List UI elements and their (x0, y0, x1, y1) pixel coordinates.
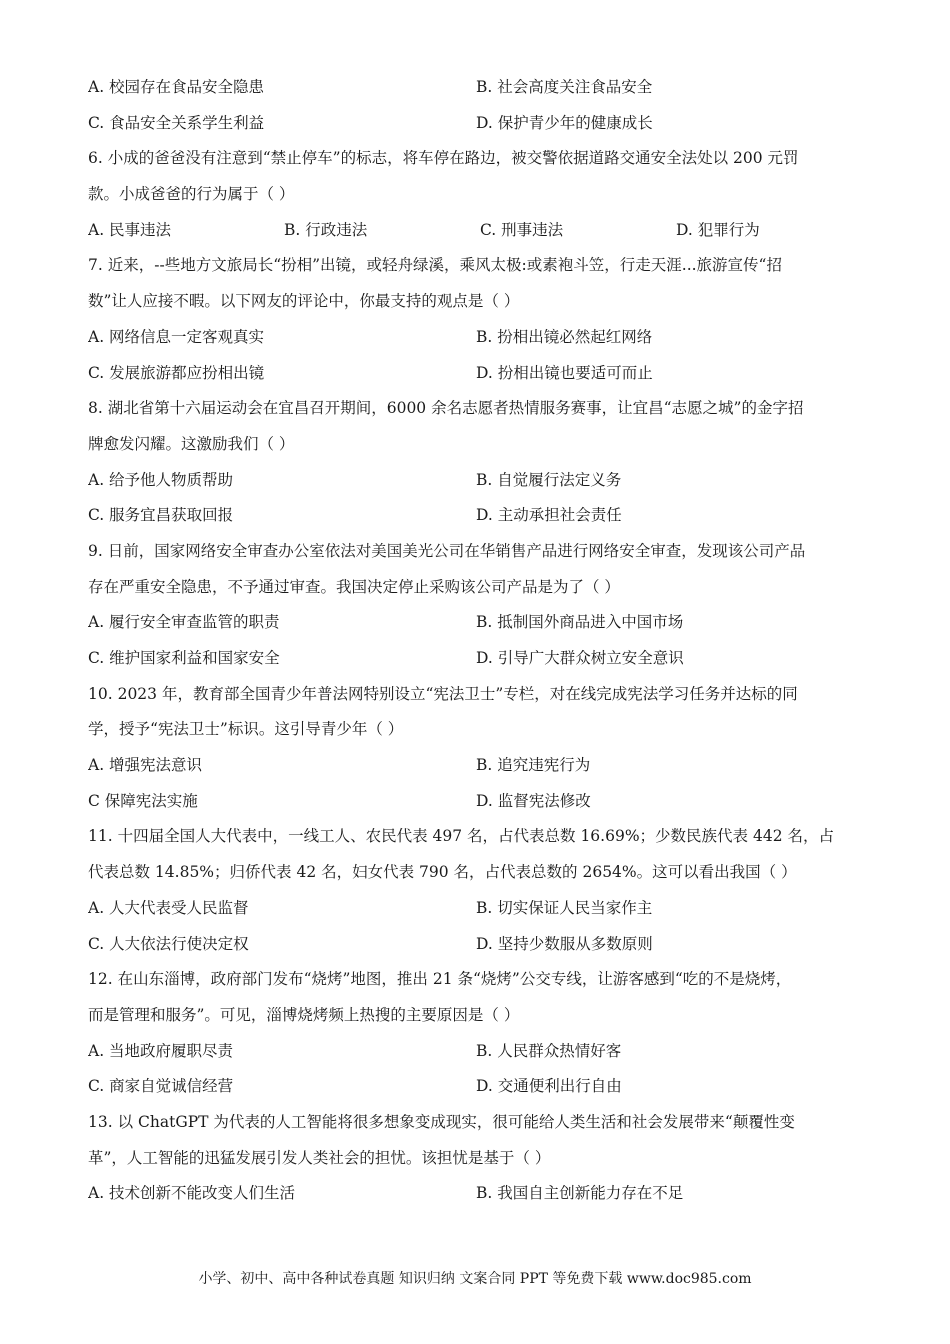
q5-option-a: A. 校园存在食品安全隐患 (88, 78, 265, 96)
q7-options-row-1 (88, 320, 878, 356)
q9-options-row-1 (88, 605, 878, 641)
q9-options-row-2 (88, 641, 878, 677)
q11-stem-line-2: 代表总数 14.85%；归侨代表 42 名，妇女代表 790 名，占代表总数的 2654%。这可以看出我国（ ） (88, 863, 797, 882)
q6-stem-line-1: 6. 小成的爸爸没有注意到“禁止停车”的标志，将车停在路边，被交警依据道路交通安全法处以 200 元罚 (88, 149, 799, 168)
q12-stem-line-2: 而是管理和服务”。可见，淄博烧烤频上热搜的主要原因是（ ） (88, 1005, 520, 1024)
q13-stem-line-1: 13. 以 ChatGPT 为代表的人工智能将很多想象变成现实，很可能给人类生活和社会发展带来“颠覆性变 (88, 1112, 795, 1131)
q9-option-b: B. 抵制国外商品进入中国市场 (476, 613, 684, 632)
q11-options-row-2 (88, 927, 878, 963)
q5-options-row-2 (88, 106, 878, 142)
q13-options-row-1 (88, 1176, 878, 1212)
q6-option-b: B. 行政违法 (284, 220, 368, 239)
q12-option-b: B. 人民群众热情好客 (476, 1041, 622, 1060)
q5-option-c: C. 食品安全关系学生利益 (88, 113, 265, 132)
q8-options-row-1 (88, 463, 878, 499)
q7-option-d: D. 扮相出镜也要适可而止 (476, 363, 653, 382)
exam-page (88, 70, 878, 1212)
q6-options-row (88, 213, 878, 249)
q5-option-d: D. 保护青少年的健康成长 (476, 113, 653, 132)
q10-option-a: A. 增强宪法意识 (88, 756, 203, 775)
q5-option-b: B. 社会高度关注食品安全 (476, 78, 653, 96)
q10-stem-line-2: 学，授予“宪法卫士”标识。这引导青少年（ ） (88, 720, 404, 739)
q7-stem-line-2: 数”让人应接不暇。以下网友的评论中，你最支持的观点是（ ） (88, 292, 520, 311)
q8-option-a: A. 给予他人物质帮助 (88, 470, 234, 489)
q11-option-d: D. 坚持少数服从多数原则 (476, 934, 653, 953)
q13-option-a: A. 技术创新不能改变人们生活 (88, 1184, 296, 1203)
q11-stem-line-1: 11. 十四届全国人大代表中，一线工人、农民代表 497 名，占代表总数 16.69%；少数民族代表 442 名，占 (88, 827, 834, 846)
q7-stem-line-1: 7. 近来，--些地方文旅局长“扮相”出镜，或轻舟绿溪，乘风太极:或素袍斗笠，行走天涯...旅游宣传“招 (88, 256, 782, 275)
q6-stem-line-2: 款。小成爸爸的行为属于（ ） (88, 185, 295, 204)
q12-options-row-1 (88, 1034, 878, 1070)
q9-option-a: A. 履行安全审查监管的职责 (88, 613, 280, 632)
q12-option-c: C. 商家自觉诚信经营 (88, 1077, 234, 1096)
q6-option-d: D. 犯罪行为 (676, 220, 760, 239)
q9-stem-line-1: 9. 日前，国家网络安全审查办公室依法对美国美光公司在华销售产品进行网络安全审查，发现该公司产品 (88, 541, 806, 560)
q12-stem-line-1: 12. 在山东淄博，政府部门发布“烧烤”地图，推出 21 条“烧烤”公交专线，让游客感到“吃的不是烧烤， (88, 970, 792, 989)
q8-options-row-2 (88, 498, 878, 534)
q12-options-row-2 (88, 1069, 878, 1105)
q7-option-c: C. 发展旅游都应扮相出镜 (88, 363, 265, 382)
q5-options-row-1 (88, 70, 878, 106)
q8-option-b: B. 自觉履行法定义务 (476, 470, 622, 489)
q13-stem-line-2: 革”，人工智能的迅猛发展引发人类社会的担忧。该担忧是基于（ ） (88, 1148, 551, 1167)
q7-options-row-2 (88, 356, 878, 392)
q9-option-d: D. 引导广大群众树立安全意识 (476, 649, 684, 667)
q10-options-row-1 (88, 748, 878, 784)
q9-stem-line-2: 存在严重安全隐患，不予通过审查。我国决定停止采购该公司产品是为了（ ） (88, 577, 620, 596)
q7-option-b: B. 扮相出镜必然起红网络 (476, 327, 653, 346)
q11-option-c: C. 人大依法行使决定权 (88, 934, 249, 953)
q7-option-a: A. 网络信息一定客观真实 (88, 327, 265, 346)
q8-stem-line-1: 8. 湖北省第十六届运动会在宜昌召开期间，6000 余名志愿者热情服务赛事，让宜昌“志愿之城”的金字招 (88, 399, 804, 418)
q10-option-b: B. 追究违宪行为 (476, 756, 591, 775)
q6-option-c: C. 刑事违法 (480, 220, 564, 239)
q9-option-c: C. 维护国家利益和国家安全 (88, 649, 280, 667)
q8-stem-line-2: 牌愈发闪耀。这激励我们（ ） (88, 434, 295, 453)
q11-options-row-1 (88, 891, 878, 927)
q10-option-d: D. 监督宪法修改 (476, 791, 591, 810)
q13-option-b: B. 我国自主创新能力存在不足 (476, 1184, 684, 1203)
q12-option-d: D. 交通便利出行自由 (476, 1077, 622, 1096)
q10-stem-line-1: 10. 2023 年，教育部全国青少年普法网特别设立“宪法卫士”专栏，对在线完成宪法学习任务并达标的同 (88, 684, 798, 703)
q6-option-a: A. 民事违法 (88, 220, 172, 239)
q8-option-c: C. 服务宜昌获取回报 (88, 506, 234, 525)
q11-option-a: A. 人大代表受人民监督 (88, 898, 249, 917)
q11-option-b: B. 切实保证人民当家作主 (476, 898, 653, 917)
q10-options-row-2 (88, 784, 878, 820)
page-footer: 小学、初中、高中各种试卷真题 知识归纳 文案合同 PPT 等免费下载 www.doc985.com (198, 1271, 752, 1287)
q12-option-a: A. 当地政府履职尽责 (88, 1041, 234, 1060)
q10-option-c: C 保障宪法实施 (88, 791, 198, 810)
q8-option-d: D. 主动承担社会责任 (476, 506, 622, 525)
